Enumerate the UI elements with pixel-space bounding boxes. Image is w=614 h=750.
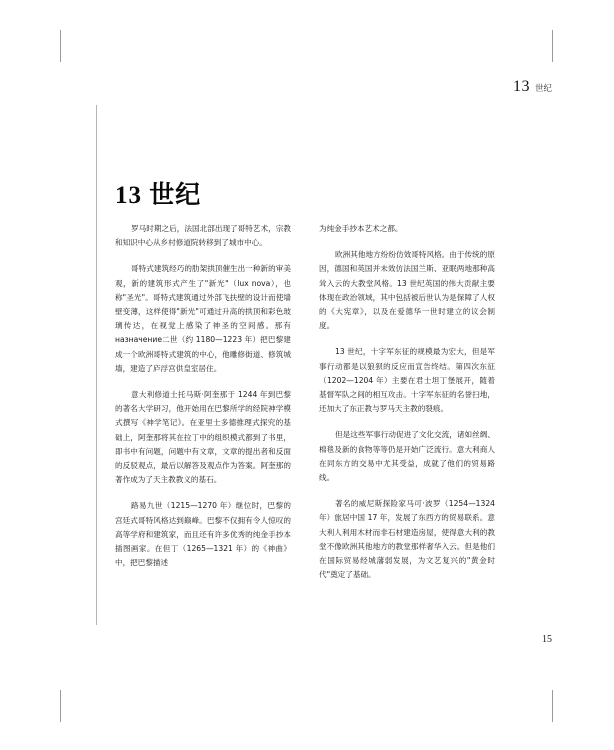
paragraph: 13 世纪，十字军东征的规模最为宏大，但是军事行动都是以狼狈的反应而宣告终结。第四次东征（1202—1204 年）主要在君士坦丁堡展开，随着基督军队之间的相互攻击。十字军东征的名誉扫地，还加大了东正教与罗马天主教的裂痕。 — [319, 347, 495, 414]
paragraph: 哥特式建筑经巧的肋架拱顶催生出一种新的审美观，新的建筑形式产生了"新光"（lux nova），也称"圣光"。哥特式建筑通过外部飞扶壁的设计而使墙壁变薄，这样使得"新光"可通过升高的拱顶和彩色玻璃传达，在视觉上感染了神圣的空间感。那有назначение二世（约 1180—1223 年）把巴黎建成一个欧洲哥特式建筑的中心，他雕修街道、修筑城墙，建造了庐浮宫供皇室居住。 — [115, 264, 291, 373]
paragraph: 为纯金手抄本艺术之都。 — [319, 224, 403, 233]
margin-rule — [96, 105, 97, 625]
crop-mark-top-left — [60, 30, 61, 62]
running-head — [513, 78, 552, 96]
crop-mark-top-right — [552, 30, 553, 62]
column-left — [115, 222, 291, 594]
paragraph: 但是这些军事行动促进了文化交流，诸如丝绸、棉毯及新的食物等等仍是开始广泛流行。意大利商人在同东方的交易中尤其受益，成就了他们的贸易路线。 — [319, 430, 495, 483]
column-right — [319, 222, 495, 594]
running-head-number: 13 — [512, 78, 530, 95]
paragraph: 罗马时期之后，法国北部出现了哥特艺术，宗教和知识中心从乡村修道院转移到了城市中心。 — [115, 224, 291, 248]
paragraph: 著名的威尼斯探险家马可·波罗（1254—1324 年）旅居中国 17 年，发展了东西方的贸易联系。意大利人利用木材而非石材建造房屋，使得意大利的教堂不像欧洲其他地方的教堂那样奢华入云。但是他们在国际贸易经城藩弱发展，为文艺复兴的"黄金时代"奠定了基础。 — [319, 499, 495, 580]
crop-mark-bottom-left — [60, 690, 61, 722]
paragraph: 欧洲其他地方纷纷仿效哥特风格。由于传统的原因，德国和英国并未效仿法国兰斯、亚眠两地那种高耸入云的大教堂风格。13 世纪英国的伟大贡献主要体现在政治领域，其中包括被后世认为是保障了人权的《大宪章》，以及在爱德华一世时建立的议会制度。 — [319, 250, 495, 331]
page-number: 15 — [542, 634, 552, 645]
crop-mark-bottom-right — [552, 690, 553, 722]
paragraph: 意大利修道士托马斯·阿奎那于 1244 年到巴黎的著名大学研习，他开始用在巴黎所学的经院神学模式撰写《神学笔记》。在亚里士多德推理式探究的基础上，阿奎那将其在拉丁中的组织模式都到了书里，即书中有问题，问题中有文章，文章的提出者和反面的反驳观点，最后以解答及观点作为答案。阿奎那的著作成为了天主教教义的基石。 — [115, 390, 291, 485]
paragraph: 路易九世（1215—1270 年）继位时，巴黎的宫廷式哥特风格达到巅峰。巴黎不仅拥有令人惊叹的高等学府和建筑家，而且还有许多优秀的纯金手抄本插图画家。在但丁（1265—1321 年）的《神曲》中，把巴黎描述 — [115, 501, 291, 568]
body-columns — [115, 222, 495, 594]
page-title: 13 世纪 — [115, 181, 202, 209]
running-head-label: 世纪 — [534, 83, 552, 93]
